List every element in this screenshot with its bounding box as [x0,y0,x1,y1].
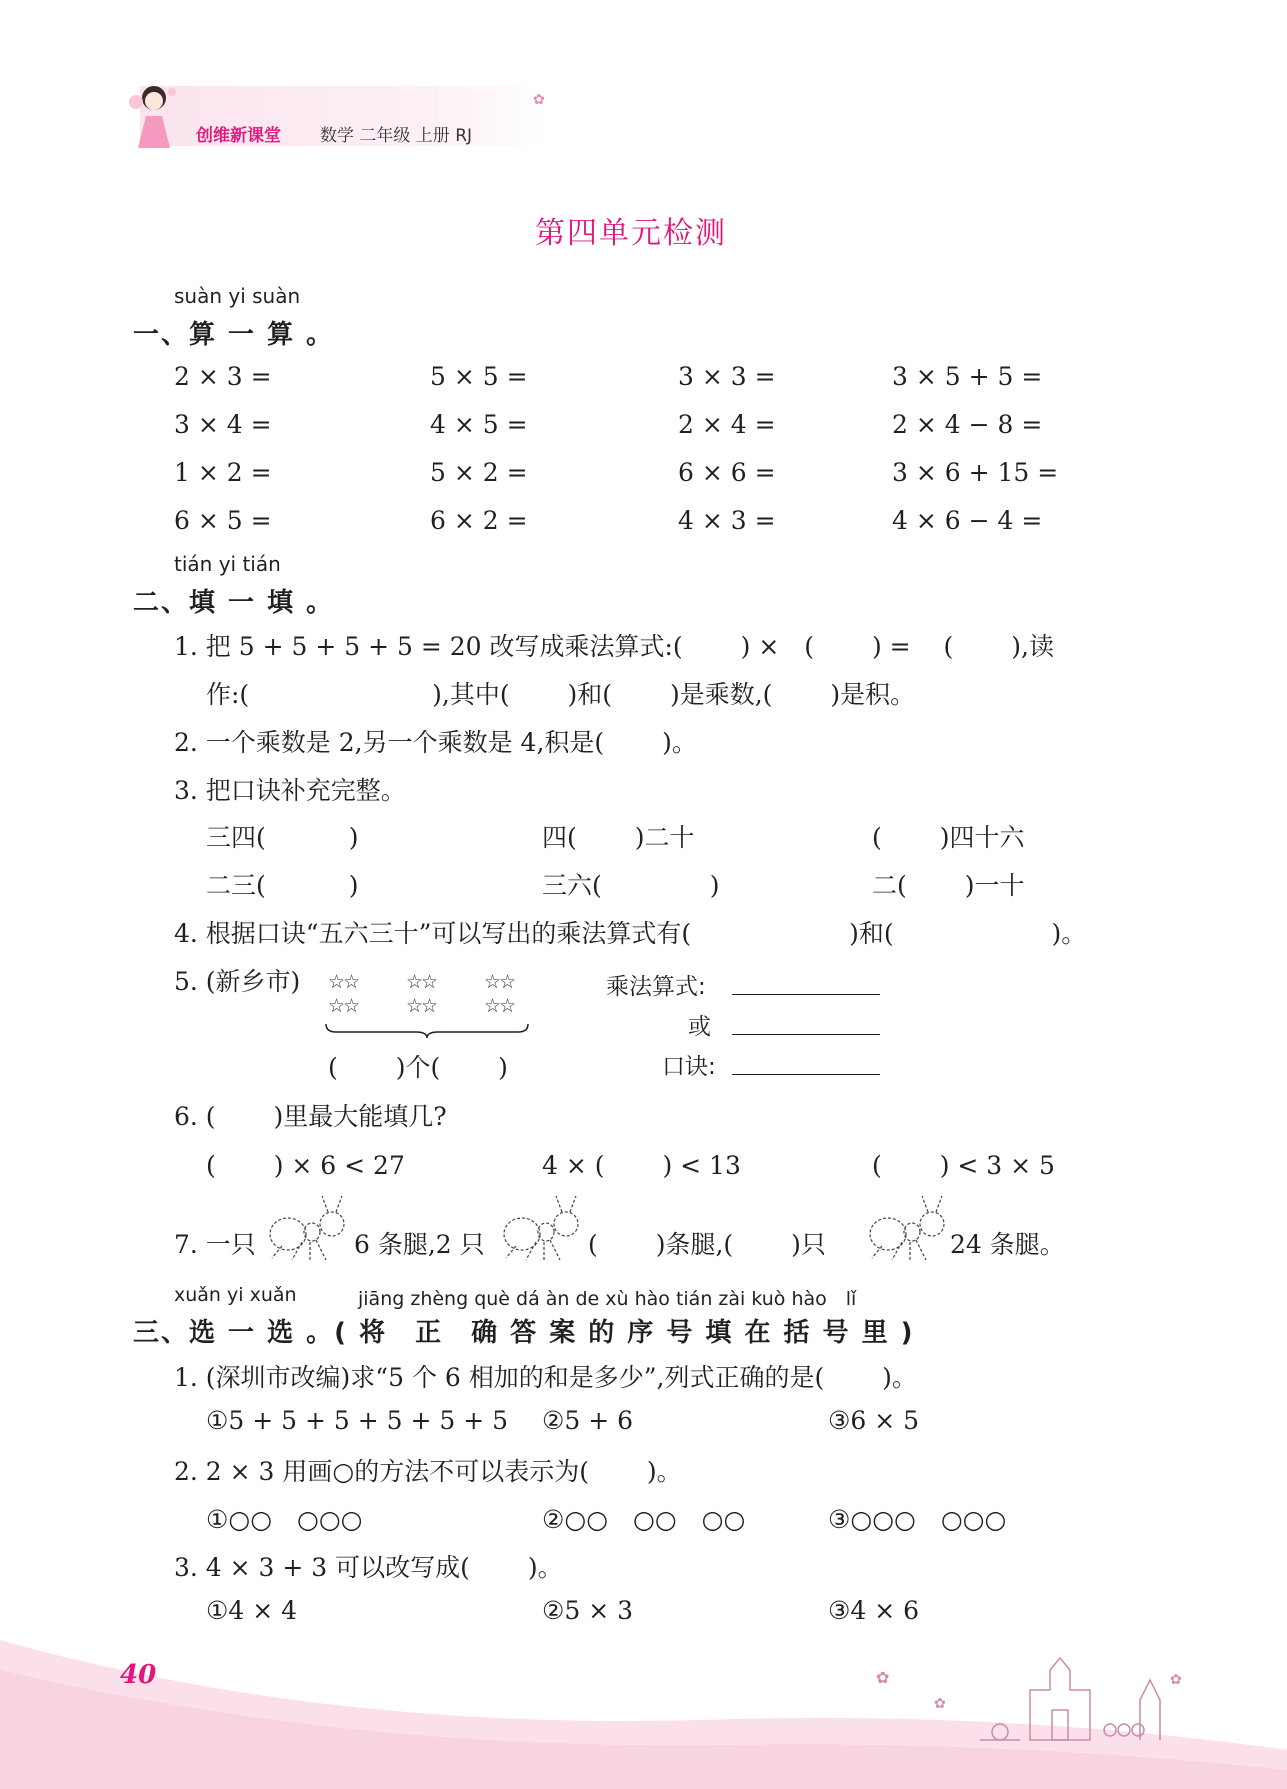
q2-3: 3. 把口诀补充完整。 [174,776,406,805]
q2-6-item: 4 × ( ) < 13 [542,1151,741,1180]
star-row: ☆☆ [328,971,359,993]
rhyme-blank: 四( )二十 [542,823,695,852]
calc-item: 4 × 6 − 4 = [892,506,1043,535]
q3-3: 3. 4 × 3 + 3 可以改写成( )。 [174,1553,563,1582]
q2-2: 2. 一个乘数是 2,另一个乘数是 4,积是( )。 [174,728,697,757]
calc-item: 6 × 2 = [430,506,528,535]
calc-item: 1 × 2 = [174,458,272,487]
q3-1: 1. (深圳市改编)求“5 个 6 相加的和是多少”,列式正确的是( )。 [174,1363,917,1392]
ant-icon [496,1190,588,1264]
q2-7-part: 7. 一只 [174,1230,256,1259]
q2-6-item: ( ) × 6 < 27 [206,1151,405,1180]
star-group [328,970,358,1018]
option: ①4 × 4 [206,1596,298,1625]
rhyme-blank: 三六( ) [542,871,720,900]
section2-heading: 二、填 一 填 。 [133,588,335,618]
star-group [484,970,514,1018]
option: ②5 × 3 [542,1596,634,1625]
flower-icon: ✿ [876,1668,890,1687]
q2-6: 6. ( )里最大能填几? [174,1102,447,1131]
calc-item: 6 × 6 = [678,458,776,487]
or-label: 或 [688,1014,711,1040]
calc-item: 2 × 4 = [678,410,776,439]
calc-item: 3 × 4 = [174,410,272,439]
q2-7-part: 6 条腿,2 只 [354,1230,485,1259]
calc-item: 3 × 3 = [678,362,776,391]
star-group [406,970,436,1018]
rhyme-blank: 二三( ) [206,871,359,900]
star-row: ☆☆ [484,995,515,1017]
flower-icon: ✿ [1170,1672,1182,1688]
calc-item: 5 × 2 = [430,458,528,487]
brand-label: 创维新课堂 [196,126,281,146]
option: ②○○ ○○ ○○ [542,1505,746,1534]
flower-icon: ✿ [533,92,545,108]
option: ②5 + 6 [542,1406,634,1435]
calc-item: 5 × 5 = [430,362,528,391]
girl-illustration [124,78,180,150]
star-row: ☆☆ [328,995,359,1017]
star-row: ☆☆ [406,971,437,993]
castle-illustration [960,1640,1180,1750]
star-row: ☆☆ [484,971,515,993]
mult-expression-label: 乘法算式: [606,974,706,1000]
option: ③4 × 6 [828,1596,920,1625]
q2-7-part: 24 条腿。 [950,1230,1065,1259]
brace-icon [324,1022,530,1040]
q2-1-line2: 作:( ),其中( )和( )是乘数,( )是积。 [206,680,916,709]
calc-item: 3 × 6 + 15 = [892,458,1059,487]
q2-5-blank: ( )个( ) [328,1053,508,1082]
rhyme-blank: ( )四十六 [872,823,1025,852]
page-number: 40 [120,1660,157,1690]
rhyme-label: 口诀: [662,1054,716,1080]
q2-4: 4. 根据口诀“五六三十”可以写出的乘法算式有( )和( )。 [174,919,1087,948]
section3-pinyin-b: jiāng zhèng què dá àn de xù hào tián zài kuò hào lǐ [358,1288,857,1310]
q2-6-item: ( ) < 3 × 5 [872,1151,1055,1180]
section2-pinyin: tián yi tián [174,552,281,576]
section3-pinyin-a: xuǎn yi xuǎn [174,1284,297,1306]
option: ①5 + 5 + 5 + 5 + 5 + 5 [206,1406,509,1435]
section1-heading: 一、算 一 算 。 [133,320,335,350]
option: ③6 × 5 [828,1406,920,1435]
answer-line [732,994,880,995]
star-row: ☆☆ [406,995,437,1017]
answer-line [732,1074,880,1075]
calc-item: 3 × 5 + 5 = [892,362,1043,391]
option: ①○○ ○○○ [206,1505,363,1534]
calc-item: 4 × 5 = [430,410,528,439]
subject-label: 数学 二年级 上册 RJ [320,126,473,146]
calc-item: 4 × 3 = [678,506,776,535]
option: ③○○○ ○○○ [828,1505,1007,1534]
answer-line [732,1034,880,1035]
flower-icon: ✿ [934,1696,946,1712]
page-title: 第四单元检测 [535,216,727,251]
calc-item: 6 × 5 = [174,506,272,535]
section3-heading: 三、选 一 选 。( 将 正 确 答 案 的 序 号 填 在 括 号 里 ) [133,1318,915,1348]
ant-icon [262,1190,354,1264]
section1-pinyin: suàn yi suàn [174,284,301,308]
q3-2: 2. 2 × 3 用画○的方法不可以表示为( )。 [174,1457,682,1486]
q2-5-label: 5. (新乡市) [174,967,301,996]
rhyme-blank: 三四( ) [206,823,359,852]
q2-1-line1: 1. 把 5 + 5 + 5 + 5 = 20 改写成乘法算式:( ) × ( ) = ( ),读 [174,632,1054,661]
calc-item: 2 × 3 = [174,362,272,391]
calc-item: 2 × 4 − 8 = [892,410,1043,439]
ant-icon [862,1190,954,1264]
rhyme-blank: 二( )一十 [872,871,1025,900]
q2-7-part: ( )条腿,( )只 [588,1230,826,1259]
